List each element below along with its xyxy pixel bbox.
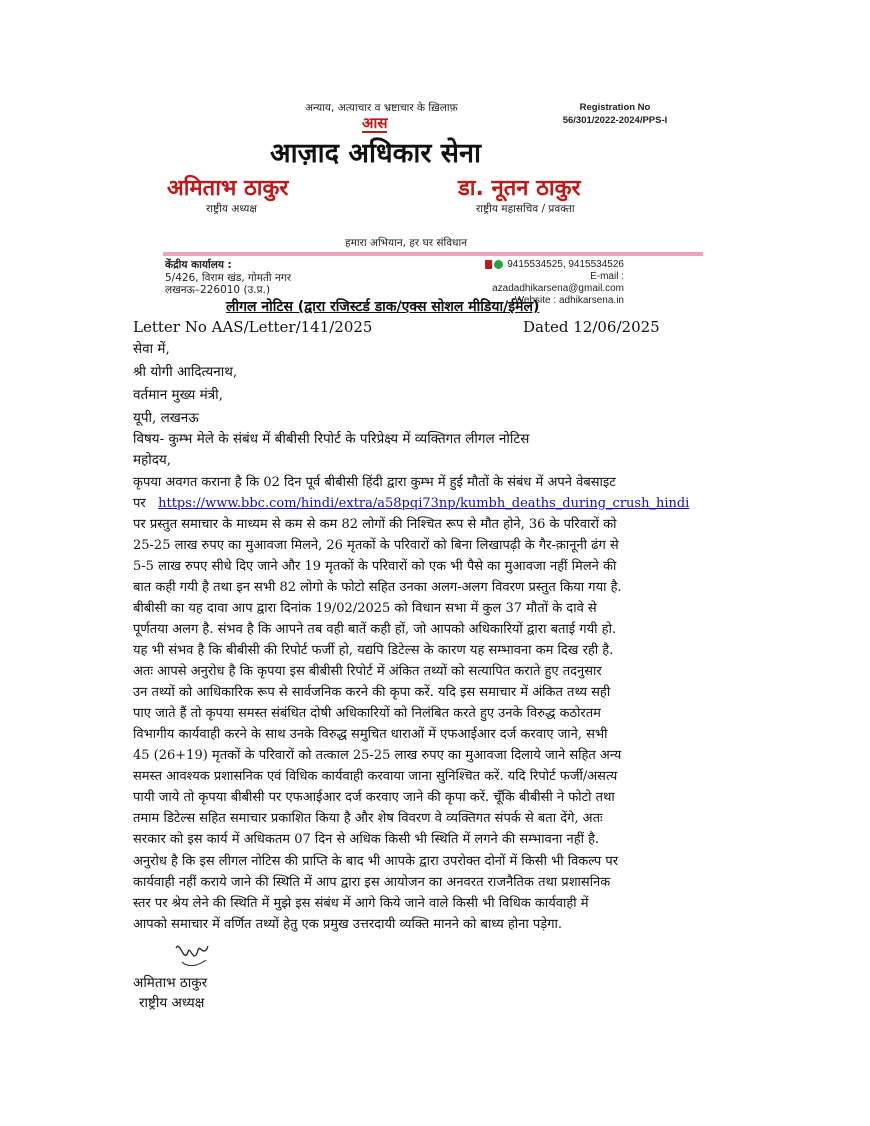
body-line: कृपया अवगत कराना है कि 02 दिन पूर्व बीबीसी हिंदी द्वारा कुम्भ में हुई मौतों के संबंध में अपने वेबसाइट <box>133 475 616 490</box>
signatory-name: अमिताभ ठाकुर <box>133 975 208 991</box>
body-line: अनुरोध है कि इस लीगल नोटिस की प्राप्ति के बाद भी आपके द्वारा उपरोक्त दोनों में किसी भी विकल्प पर <box>133 854 619 869</box>
org-tagline: अन्याय, अत्याचार व भ्रष्टाचार के ख़िलाफ़ <box>305 102 458 114</box>
body-line: सरकार को इस कार्य में अधिकतम 07 दिन से अधिक किसी भी स्थिति में लगने की सम्भावना नहीं है. <box>133 832 600 847</box>
body-line: यह भी संभव है कि बीबीसी की रिपोर्ट फर्जी हो, यद्यपि डिटेल्स के कारण यह सम्भावना कम दिख रही है. <box>133 643 614 658</box>
phone-row <box>464 259 624 271</box>
website-text: Website : adhikarsena.in <box>514 295 624 306</box>
notice-title: लीगल नोटिस (द्वारा रजिस्टर्ड डाक/एक्स सोशल मीडिया/ईमेल) <box>226 299 540 315</box>
org-name: आज़ाद अधिकार सेना <box>270 138 481 169</box>
whatsapp-icon <box>494 260 503 269</box>
body-line: बीबीसी का यह दावा आप द्वारा दिनांक 19/02/2025 को विधान सभा में कुल 37 मौतों के दावे से <box>133 601 597 616</box>
body-line: 45 (26+19) मृतकों के परिवारों को तत्काल 25-25 लाख रुपए का मुआवजा दिलाये जाने सहित अन्य <box>133 748 622 763</box>
addressee-line: श्री योगी आदित्यनाथ, <box>133 364 238 380</box>
office-line-2: लखनऊ–226010 (उ.प्र.) <box>165 284 271 296</box>
office-address <box>165 259 291 297</box>
body-line: पाए जाते हैं तो कृपया समस्त संबंधित दोषी अधिकारियों को निलंबित करते हुए उनके विरुद्ध कठोरतम <box>133 706 601 721</box>
email-text: E-mail : azadadhikarsena@gmail.com <box>492 271 624 294</box>
body-line: उन तथ्यों को आधिकारिक रूप से सार्वजनिक करने की कृपा करें. यदि इस समाचार में अंकित तथ्य सही <box>133 685 611 700</box>
letter-date: Dated 12/06/2025 <box>523 318 660 336</box>
letter-number: Letter No AAS/Letter/141/2025 <box>133 318 373 336</box>
body-line: तमाम डिटेल्स सहित समाचार प्रकाशित किया है और शेष विवरण वे व्यक्तिगत संपर्क से बता देंगे, अतः <box>133 811 603 826</box>
body-line: पूर्णतया अलग है. संभव है कि आपने तब वही बातें कही हों, जो आपको अधिकारियों द्वारा बताई गयी हो. <box>133 622 617 637</box>
body-line: विभागीय कार्यवाही करने के साथ उनके विरुद्ध समुचित धाराओं में एफआईआर दर्ज करवाए जाने, सभी <box>133 727 608 742</box>
org-logo-abbr: आस <box>362 114 388 132</box>
registration-number: 56/301/2022-2024/PPS-I <box>562 115 668 126</box>
body-line: कार्यवाही नहीं कराये जाने की स्थिति में आप द्वारा इस आयोजन का अनवरत राजनैतिक तथा प्रशासनिक <box>133 875 611 890</box>
subject-line: विषय- कुम्भ मेले के संबंध में बीबीसी रिपोर्ट के परिप्रेक्ष्य में व्यक्तिगत लीगल नोटिस <box>133 431 530 447</box>
leader1-role: राष्ट्रीय अध्यक्ष <box>206 203 257 215</box>
body-line: 25-25 लाख रुपए का मुआवजा मिलने, 26 मृतकों के परिवारों को बिना लिखापढ़ी के गैर-क़ानूनी ढंग से <box>133 538 619 553</box>
org-motto: हमारा अभियान, हर घर संविधान <box>345 237 468 249</box>
body-line: समस्त आवश्यक प्रशासनिक एवं विधिक कार्यवाही करवाया जाना सुनिश्चित करें. यदि रिपोर्ट फर्जी/असत्य <box>133 769 618 784</box>
office-heading: केंद्रीय कार्यालय : <box>165 259 232 271</box>
body-line: पायी जाये तो कृपया बीबीसी पर एफआईआर दर्ज करवाए जाने की कृपा करें. चूँकि बीबीसी ने फोटो तथा <box>133 790 615 805</box>
link-prefix: पर <box>133 496 146 511</box>
leader2-role: राष्ट्रीय महासचिव / प्रवक्ता <box>476 203 575 215</box>
registration-label: Registration No <box>579 102 651 113</box>
salutation: महोदय, <box>133 452 172 468</box>
addressee-line: सेवा में, <box>133 341 170 357</box>
registration-block <box>560 101 670 127</box>
body-line: पर प्रस्तुत समाचार के माध्यम से कम से कम 82 लोगों की निश्चित रूप से मौत होने, 36 के परिवारों को <box>133 517 617 532</box>
link-line <box>133 493 689 511</box>
office-line-1: 5/426, विराम खंड, गोमती नगर <box>165 271 291 284</box>
body-line: अतः आपसे अनुरोध है कि कृपया इस बीबीसी रिपोर्ट में अंकित तथ्यों को सत्यापित कराते हुए तदनुसार <box>133 664 602 679</box>
phone-icon <box>485 260 492 269</box>
body-line: 5-5 लाख रुपए सीधे दिए जाने और 19 मृतकों के परिवारों को एक भी पैसे का मुआवजा नहीं मिलने की <box>133 559 617 574</box>
bbc-article-link[interactable]: https://www.bbc.com/hindi/extra/a58pqi73np/kumbh_deaths_during_crush_hindi <box>158 496 690 511</box>
addressee-line: वर्तमान मुख्य मंत्री, <box>133 387 223 403</box>
header-divider <box>163 252 703 256</box>
addressee-line: यूपी, लखनऊ <box>133 410 199 426</box>
body-line: बात कही गयी है तथा इन सभी 82 लोगो के फोटो सहित उनका अलग-अलग विवरण प्रस्तुत किया गया है. <box>133 580 622 595</box>
phone-numbers: 9415534525, 9415534526 <box>507 259 624 270</box>
signatory-role: राष्ट्रीय अध्यक्ष <box>139 995 205 1011</box>
body-line: स्तर पर श्रेय लेने की स्थिति में मुझे इस संबंध में आगे किये जाने वाले किसी भी विधिक कार्यवाही में <box>133 896 589 911</box>
signature-scribble <box>172 938 212 970</box>
leader2-name: डा. नूतन ठाकुर <box>458 176 581 201</box>
body-line: आपको समाचार में वर्णित तथ्यों हेतु एक प्रमुख उत्तरदायी व्यक्ति मानने को बाध्य होना पड़ेगा. <box>133 917 563 932</box>
leader1-name: अमिताभ ठाकुर <box>167 176 289 201</box>
